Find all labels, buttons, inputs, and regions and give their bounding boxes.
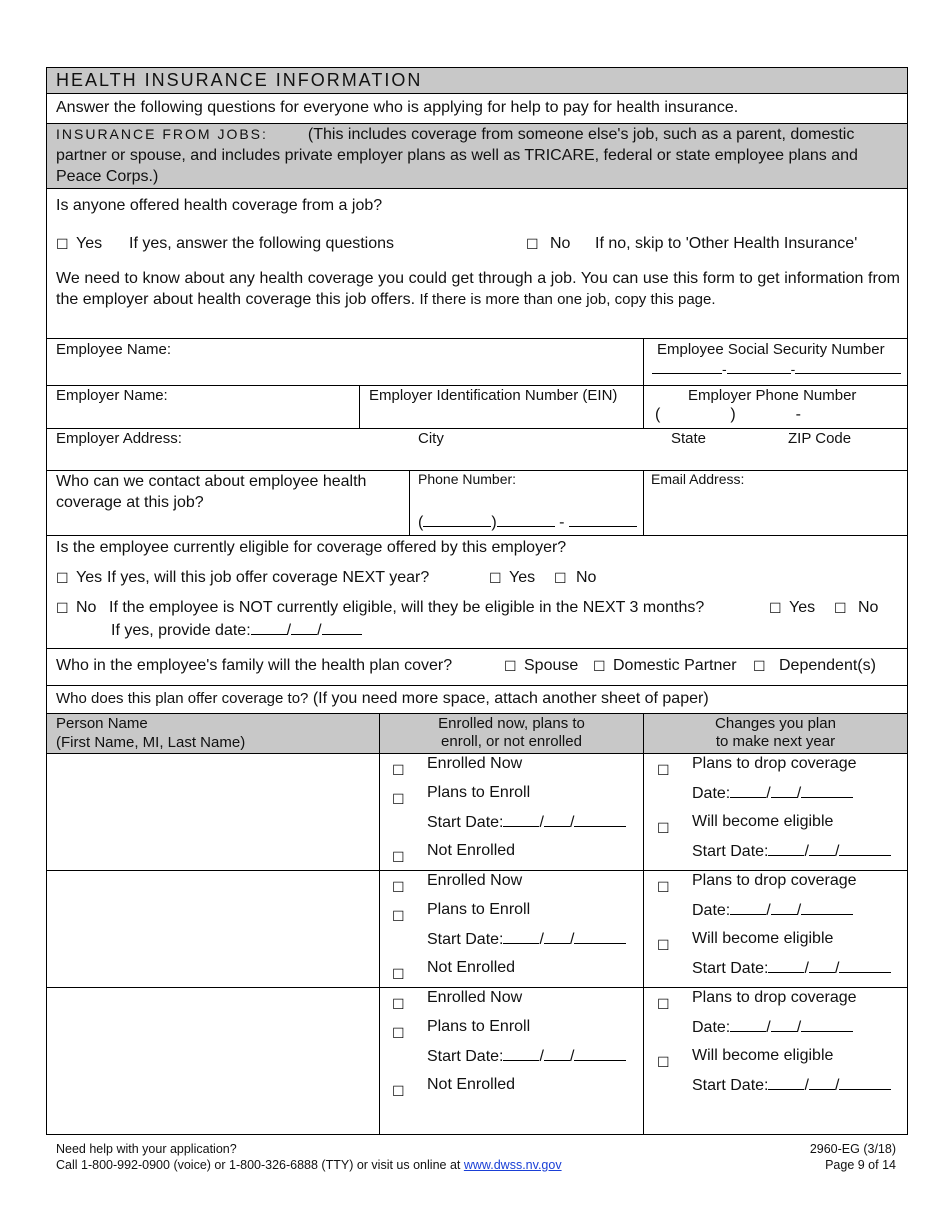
table-row: [47, 988, 907, 1134]
employer-phone-input[interactable]: ( ) -: [655, 406, 801, 423]
start-date-label: Start Date:: [692, 960, 769, 977]
plans-to-enroll-checkbox[interactable]: ☐: [392, 791, 405, 807]
not-enrolled-label: Not Enrolled: [427, 959, 516, 976]
enrolled-now-checkbox[interactable]: ☐: [392, 879, 405, 895]
intro-text: Answer the following questions for everyone who is applying for help to pay for health insurance.: [56, 99, 739, 116]
health-insurance-form: [46, 67, 908, 1135]
start-date-label: Start Date:: [692, 843, 769, 860]
divider: [359, 386, 360, 428]
employee-row: [47, 339, 907, 386]
next-year-no-label: No: [576, 569, 597, 586]
offered-yes-checkbox[interactable]: ☐: [56, 236, 69, 252]
start-date-label: Start Date:: [692, 1077, 769, 1094]
col-person-line1: Person Name: [56, 715, 148, 732]
divider: [643, 339, 644, 385]
intro-row: [47, 94, 907, 124]
employer-address-label: Employer Address:: [56, 430, 182, 447]
form-code: 2960-EG (3/18): [809, 1142, 896, 1156]
not-enrolled-checkbox[interactable]: ☐: [392, 849, 405, 865]
three-months-no-checkbox[interactable]: ☐: [834, 600, 847, 616]
plan-question-rest: (If you need more space, attach another sheet of paper): [312, 690, 709, 707]
plans-to-enroll-label: Plans to Enroll: [427, 784, 531, 801]
eligible-start-date[interactable]: Start Date: / /: [692, 1075, 891, 1095]
offered-coverage-question: Is anyone offered health coverage from a job?: [56, 197, 383, 214]
email-label: Email Address:: [651, 471, 745, 487]
eligibility-block: [47, 536, 907, 649]
enrolled-now-checkbox[interactable]: ☐: [392, 996, 405, 1012]
table-row: [47, 754, 907, 871]
col-enroll-line1: Enrolled now, plans to: [438, 715, 585, 732]
contact-row: [47, 471, 907, 536]
divider: [379, 754, 380, 870]
divider: [643, 988, 644, 1134]
employee-ssn-input[interactable]: - -: [652, 359, 901, 378]
section-header: [47, 68, 907, 94]
zip-label: ZIP Code: [788, 430, 852, 447]
col-enroll-line2: enroll, or not enrolled: [441, 733, 582, 750]
date-label: Date:: [692, 902, 731, 919]
eligibility-question: Is the employee currently eligible for coverage offered by this employer?: [56, 539, 567, 556]
eligible-yes-followup: If yes, will this job offer coverage NEXT year?: [107, 569, 430, 586]
jobs-description: (This includes coverage from someone else's job, such as a parent, domestic partner or spouse, and includes private employer plans as well as TRICARE, federal or state employee plans and Peace Corps.): [56, 126, 858, 185]
provide-date-label: If yes, provide date:: [111, 622, 251, 639]
plan-table-header: [47, 714, 907, 754]
divider: [379, 871, 380, 987]
drop-coverage-label: Plans to drop coverage: [692, 755, 857, 772]
start-date-label: Start Date:: [427, 1048, 504, 1065]
col-enroll-header: [380, 715, 643, 751]
not-enrolled-label: Not Enrolled: [427, 842, 516, 859]
family-question: Who in the employee's family will the health plan cover?: [56, 657, 453, 674]
next-year-yes-checkbox[interactable]: ☐: [489, 570, 502, 586]
domestic-partner-checkbox[interactable]: ☐: [593, 658, 606, 674]
footer-help: Need help with your application?: [56, 1142, 237, 1156]
enrolled-now-label: Enrolled Now: [427, 755, 523, 772]
city-label: City: [418, 430, 444, 447]
become-eligible-checkbox[interactable]: ☐: [657, 937, 670, 953]
jobs-label: INSURANCE FROM JOBS:: [56, 126, 268, 142]
divider: [643, 386, 644, 428]
drop-date[interactable]: Date: / /: [692, 783, 853, 803]
divider: [379, 988, 380, 1134]
offered-yes-note: If yes, answer the following questions: [129, 235, 395, 252]
date-label: Date:: [692, 785, 731, 802]
divider: [643, 471, 644, 535]
become-eligible-checkbox[interactable]: ☐: [657, 1054, 670, 1070]
employee-name-label: Employee Name:: [56, 341, 172, 358]
start-date-label: Start Date:: [427, 814, 504, 831]
page-number: Page 9 of 14: [825, 1158, 896, 1172]
become-eligible-checkbox[interactable]: ☐: [657, 820, 670, 836]
jobs-header: [47, 124, 907, 189]
become-eligible-label: Will become eligible: [692, 813, 834, 830]
spouse-checkbox[interactable]: ☐: [504, 658, 517, 674]
not-enrolled-checkbox[interactable]: ☐: [392, 1083, 405, 1099]
enrolled-now-label: Enrolled Now: [427, 989, 523, 1006]
divider: [409, 471, 410, 535]
date-label: Date:: [692, 1019, 731, 1036]
ein-label: Employer Identification Number (EIN): [369, 387, 618, 404]
enroll-start-date[interactable]: Start Date: / /: [427, 1046, 626, 1066]
eligible-start-date[interactable]: Start Date: / /: [692, 958, 891, 978]
plans-to-enroll-checkbox[interactable]: ☐: [392, 908, 405, 924]
section-title: HEALTH INSURANCE INFORMATION: [56, 70, 423, 90]
address-row: [47, 429, 907, 471]
phone-number-label: Phone Number:: [418, 471, 517, 487]
employee-ssn-label: Employee Social Security Number: [657, 341, 885, 358]
enrolled-now-checkbox[interactable]: ☐: [392, 762, 405, 778]
contact-question: Who can we contact about employee health coverage at this job?: [56, 473, 367, 511]
drop-coverage-label: Plans to drop coverage: [692, 872, 857, 889]
contact-phone-input[interactable]: ( ) -: [418, 512, 637, 532]
col-changes-line1: Changes you plan: [715, 715, 836, 732]
enrolled-now-label: Enrolled Now: [427, 872, 523, 889]
col-person-line2: (First Name, MI, Last Name): [56, 734, 246, 751]
not-enrolled-checkbox[interactable]: ☐: [392, 966, 405, 982]
eligible-start-date[interactable]: Start Date: / /: [692, 841, 891, 861]
dependents-checkbox[interactable]: ☐: [753, 658, 766, 674]
explanation-text: We need to know about any health coverage you could get through a job. You can use this form to get information from the employer about health coverage this job offers.: [56, 270, 900, 308]
start-date-label: Start Date:: [427, 931, 504, 948]
explanation-note: If there is more than one job, copy this page.: [419, 291, 716, 308]
jobs-description-block: [56, 124, 900, 187]
three-months-no-label: No: [858, 599, 879, 616]
footer: [56, 1142, 896, 1176]
col-changes-header: [644, 715, 907, 751]
state-label: State: [671, 430, 707, 447]
plans-to-enroll-label: Plans to Enroll: [427, 901, 531, 918]
not-enrolled-label: Not Enrolled: [427, 1076, 516, 1093]
eligible-yes-label: Yes: [76, 569, 103, 586]
divider: [643, 871, 644, 987]
website-link[interactable]: www.dwss.nv.gov: [463, 1158, 562, 1172]
enroll-start-date[interactable]: Start Date: / /: [427, 812, 626, 832]
offered-coverage-block: [47, 189, 907, 339]
col-changes-line2: to make next year: [715, 733, 836, 750]
zip-line: [747, 428, 907, 429]
footer-contact: [56, 1158, 562, 1173]
next-year-yes-label: Yes: [509, 569, 536, 586]
three-months-yes-checkbox[interactable]: ☐: [769, 600, 782, 616]
employer-phone-label: Employer Phone Number: [688, 387, 857, 404]
provide-date-field[interactable]: If yes, provide date: / /: [111, 620, 362, 640]
drop-coverage-label: Plans to drop coverage: [692, 989, 857, 1006]
offered-no-note: If no, skip to 'Other Health Insurance': [595, 235, 858, 252]
divider: [643, 754, 644, 870]
offered-no-checkbox[interactable]: ☐: [526, 236, 539, 252]
eligible-yes-checkbox[interactable]: ☐: [56, 570, 69, 586]
plans-to-enroll-label: Plans to Enroll: [427, 1018, 531, 1035]
eligible-no-followup: If the employee is NOT currently eligible, will they be eligible in the NEXT 3 months?: [109, 599, 705, 616]
plan-question-lead: Who does this plan offer coverage to?: [56, 690, 309, 707]
offered-no-label: No: [550, 235, 571, 252]
dependents-label: Dependent(s): [779, 657, 876, 674]
family-row: [47, 649, 907, 686]
employer-row: [47, 386, 907, 429]
drop-coverage-checkbox[interactable]: ☐: [657, 996, 670, 1012]
footer-call: Call 1-800-992-0900 (voice) or 1-800-326-6888 (TTY) or visit us online at: [56, 1158, 461, 1172]
enroll-start-date[interactable]: Start Date: / /: [427, 929, 626, 949]
plans-to-enroll-checkbox[interactable]: ☐: [392, 1025, 405, 1041]
drop-date[interactable]: Date: / /: [692, 1017, 853, 1037]
drop-date[interactable]: Date: / /: [692, 900, 853, 920]
eligible-no-checkbox[interactable]: ☐: [56, 600, 69, 616]
next-year-no-checkbox[interactable]: ☐: [554, 570, 567, 586]
spouse-label: Spouse: [524, 657, 579, 674]
employer-name-label: Employer Name:: [56, 387, 168, 404]
plan-question: [56, 689, 709, 708]
explanation-block: [56, 268, 900, 310]
table-row: [47, 871, 907, 988]
become-eligible-label: Will become eligible: [692, 930, 834, 947]
become-eligible-label: Will become eligible: [692, 1047, 834, 1064]
plan-question-row: [47, 686, 907, 714]
eligible-no-label: No: [76, 599, 97, 616]
offered-yes-label: Yes: [76, 235, 103, 252]
drop-coverage-checkbox[interactable]: ☐: [657, 879, 670, 895]
three-months-yes-label: Yes: [789, 599, 816, 616]
domestic-partner-label: Domestic Partner: [613, 657, 737, 674]
drop-coverage-checkbox[interactable]: ☐: [657, 762, 670, 778]
